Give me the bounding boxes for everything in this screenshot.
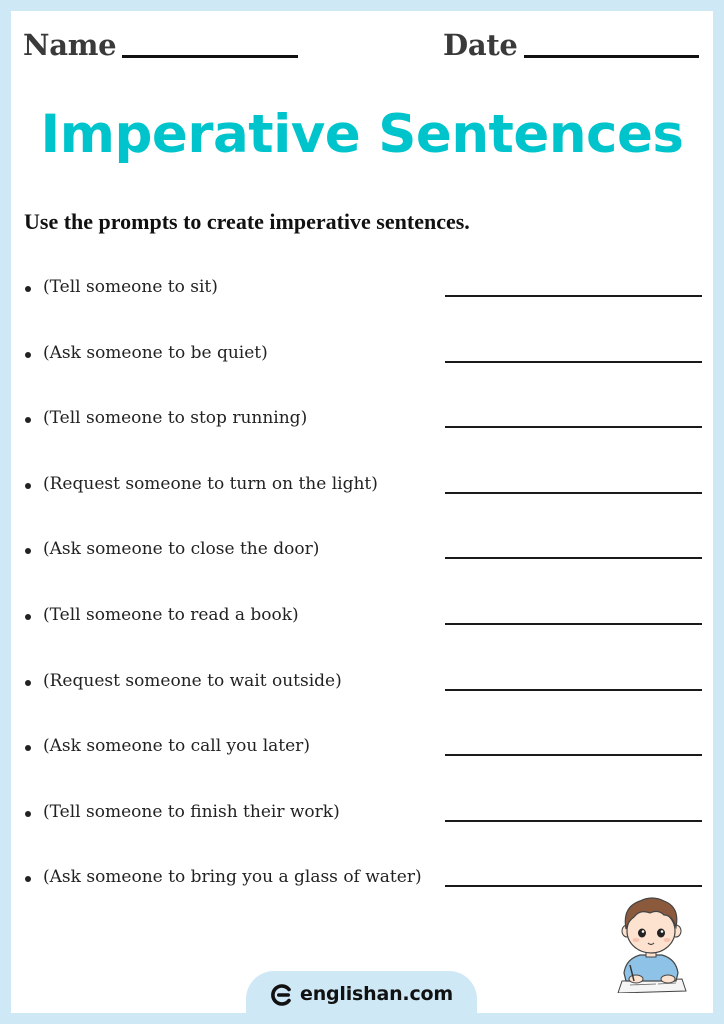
answer-line[interactable] — [445, 492, 702, 494]
prompt-text: (Tell someone to read a book) — [43, 604, 299, 625]
name-label: Name — [23, 28, 117, 62]
prompt-text: (Tell someone to stop running) — [43, 408, 308, 429]
list-item — [11, 604, 713, 673]
englishan-logo-icon — [270, 984, 292, 1006]
prompt-list — [11, 279, 713, 935]
name-field — [23, 28, 298, 62]
date-label: Date — [443, 28, 518, 62]
boy-writing-illustration — [606, 893, 696, 993]
list-item — [11, 410, 713, 476]
date-field — [443, 28, 699, 62]
prompt-text: (Ask someone to be quiet) — [43, 342, 268, 363]
prompt-text: (Tell someone to sit) — [43, 277, 218, 297]
prompt-text: (Ask someone to call you later) — [43, 736, 310, 757]
list-item — [11, 342, 713, 411]
prompt-text: (Ask someone to bring you a glass of water) — [43, 867, 422, 888]
prompt-text: (Tell someone to finish their work) — [43, 801, 340, 822]
bullet-icon — [25, 614, 31, 620]
prompt-text: (Ask someone to close the door) — [43, 539, 320, 560]
list-item — [11, 670, 713, 739]
bullet-icon — [25, 352, 31, 358]
bullet-icon — [25, 286, 31, 292]
prompt-text: (Request someone to turn on the light) — [43, 473, 378, 494]
answer-line[interactable] — [445, 426, 702, 428]
bullet-icon — [25, 876, 31, 882]
worksheet-page — [11, 11, 713, 1013]
bullet-icon — [25, 680, 31, 686]
list-item — [11, 473, 713, 542]
answer-line[interactable] — [445, 361, 702, 363]
boy-writing-icon — [606, 893, 696, 993]
answer-line[interactable] — [445, 754, 702, 756]
date-blank-line[interactable] — [524, 55, 699, 58]
list-item — [11, 541, 713, 607]
answer-line[interactable] — [445, 623, 702, 625]
page-title: Imperative Sentences — [40, 104, 684, 165]
list-item — [11, 279, 713, 345]
instructions: Use the prompts to create imperative sentences. — [24, 209, 470, 234]
list-item — [11, 801, 713, 870]
brand-name: englishan.com — [300, 983, 453, 1005]
footer-brand-tab[interactable] — [246, 971, 477, 1024]
list-item — [11, 738, 713, 804]
answer-line[interactable] — [445, 885, 702, 887]
bullet-icon — [25, 417, 31, 423]
bullet-icon — [25, 811, 31, 817]
bullet-icon — [25, 548, 31, 554]
answer-line[interactable] — [445, 820, 702, 822]
answer-line[interactable] — [445, 689, 702, 691]
prompt-text: (Request someone to wait outside) — [43, 670, 342, 691]
name-blank-line[interactable] — [122, 55, 298, 58]
bullet-icon — [25, 483, 31, 489]
answer-line[interactable] — [445, 557, 702, 559]
bullet-icon — [25, 745, 31, 751]
answer-line[interactable] — [445, 295, 702, 297]
